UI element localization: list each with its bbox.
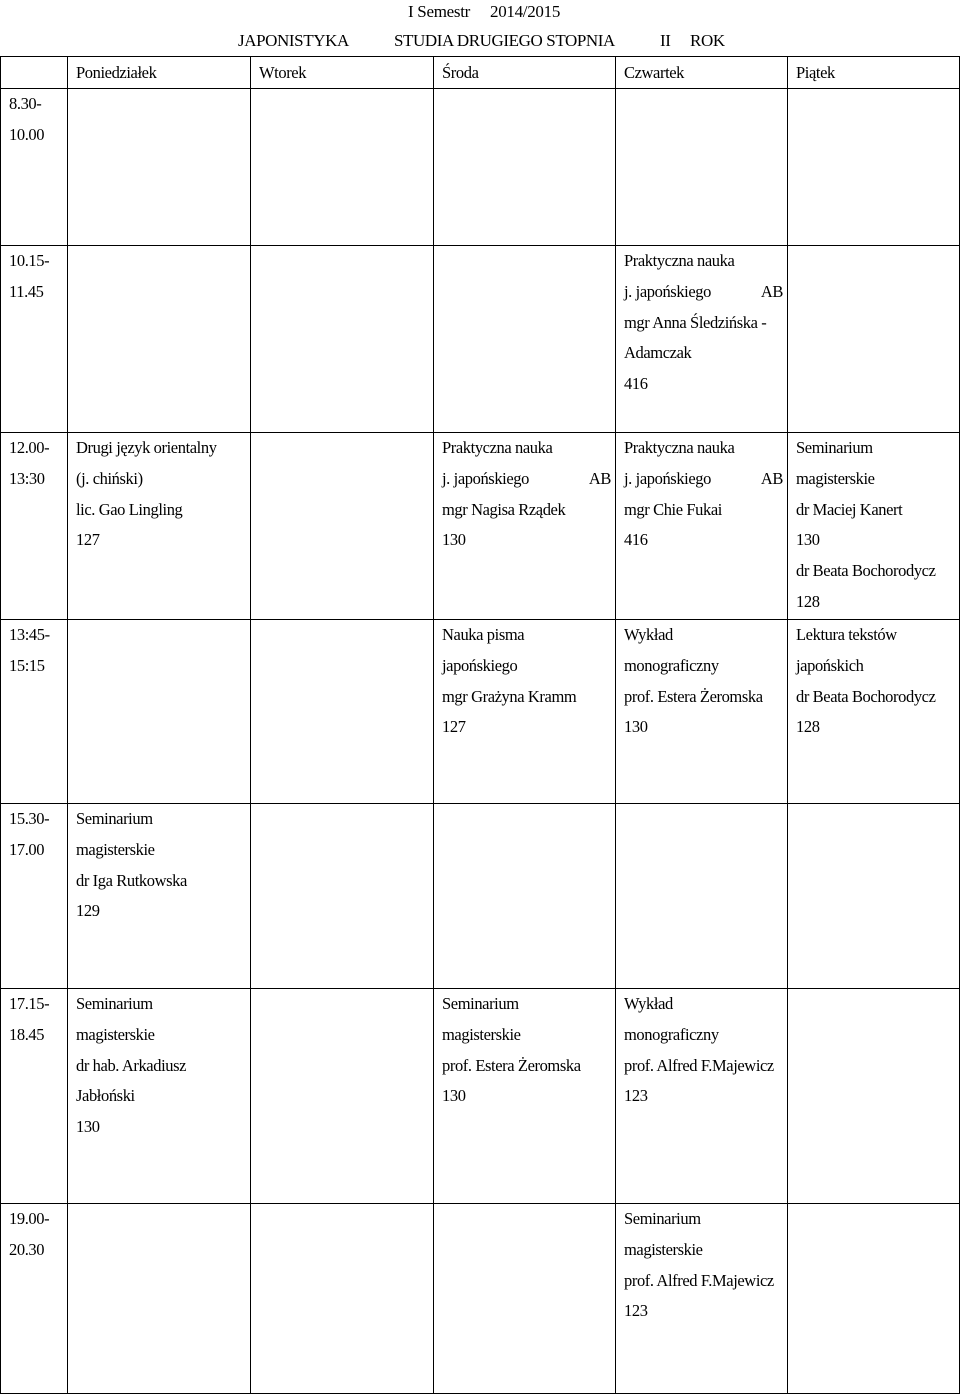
day-header: Środa (434, 57, 616, 89)
room: 128 (796, 717, 820, 737)
class-slot: Praktyczna nauka j. japońskiego AB mgr Nagisa Rządek 130 (434, 433, 616, 620)
time-row (1, 246, 960, 433)
course-name: Seminarium (796, 438, 873, 457)
room: 130 (442, 1086, 466, 1106)
teacher: lic. Gao Lingling (76, 499, 183, 519)
teacher: dr Iga Rutkowska (76, 870, 187, 890)
teacher: dr Beata Bochorodycz (796, 686, 936, 706)
room: 416 (624, 530, 648, 550)
class-slot: Seminarium magisterskie dr Maciej Kanert 130 dr Beata Bochorodycz 128 (788, 433, 960, 620)
course-name: Wykład (624, 994, 673, 1013)
time-cell: 15.30- 17.00 (1, 804, 68, 989)
day-header: Poniedziałek (68, 57, 251, 89)
time-row (1, 620, 960, 804)
course-name: Seminarium (76, 809, 153, 828)
time-row (1, 804, 960, 989)
teacher: dr Maciej Kanert (796, 499, 903, 519)
class-slot: Seminarium magisterskie dr hab. Arkadiusz Jabłoński 130 (68, 989, 251, 1204)
room: 128 (796, 591, 820, 611)
time-cell: 13:45- 15:15 (1, 620, 68, 804)
teacher: prof. Alfred F.Majewicz (624, 1055, 774, 1075)
course-name: Seminarium (624, 1209, 701, 1228)
group-label: AB (760, 281, 783, 301)
room: 130 (796, 530, 820, 550)
class-slot: Drugi język orientalny (j. chiński) lic. Gao Lingling 127 (68, 433, 251, 620)
teacher: mgr Anna Śledzińska - (624, 312, 767, 332)
header-semester-row (0, 0, 960, 27)
empty-slot (251, 433, 434, 620)
empty-slot (68, 1204, 251, 1394)
class-slot: Nauka pisma japońskiego mgr Grażyna Kramm 127 (434, 620, 616, 804)
course-name: Nauka pisma (442, 625, 525, 644)
empty-slot (434, 89, 616, 246)
course-name: Praktyczna nauka (624, 438, 735, 457)
academic-year: 2014/2015 (490, 2, 561, 21)
class-slot: Seminarium magisterskie prof. Estera Żeromska 130 (434, 989, 616, 1204)
time-cell: 10.15- 11.45 (1, 246, 68, 433)
empty-slot (788, 1204, 960, 1394)
teacher: prof. Estera Żeromska (442, 1055, 581, 1075)
teacher: mgr Chie Fukai (624, 499, 722, 519)
room: 130 (76, 1117, 100, 1137)
timetable (0, 56, 960, 1394)
class-slot: Wykład monograficzny prof. Alfred F.Majewicz 123 (616, 989, 788, 1204)
empty-slot (434, 1204, 616, 1394)
empty-slot (68, 246, 251, 433)
empty-slot (251, 1204, 434, 1394)
class-slot: Lektura tekstów japońskich dr Beata Bochorodycz 128 (788, 620, 960, 804)
day-header: Wtorek (251, 57, 434, 89)
empty-slot (788, 89, 960, 246)
teacher: dr Beata Bochorodycz (796, 561, 936, 581)
time-cell: 12.00- 13:30 (1, 433, 68, 620)
room: 129 (76, 901, 100, 921)
group-label: AB (760, 468, 783, 488)
course-name: Seminarium (442, 994, 519, 1013)
empty-slot (251, 620, 434, 804)
semester-label: I Semestr (408, 2, 470, 21)
empty-slot (788, 989, 960, 1204)
empty-slot (251, 89, 434, 246)
class-slot: Wykład monograficzny prof. Estera Żeromska 130 (616, 620, 788, 804)
class-slot: Seminarium magisterskie dr Iga Rutkowska 129 (68, 804, 251, 989)
time-row (1, 89, 960, 246)
course-name: Praktyczna nauka (442, 438, 553, 457)
field-of-study: JAPONISTYKA (238, 31, 349, 50)
empty-slot (788, 246, 960, 433)
empty-slot (616, 89, 788, 246)
room: 416 (624, 374, 648, 394)
empty-slot (251, 989, 434, 1204)
empty-slot (68, 89, 251, 246)
rok-label: ROK (690, 31, 725, 50)
time-row (1, 989, 960, 1204)
course-name: Wykład (624, 625, 673, 644)
empty-slot (251, 246, 434, 433)
time-cell: 17.15- 18.45 (1, 989, 68, 1204)
teacher: mgr Nagisa Rządek (442, 499, 566, 519)
room: 123 (624, 1301, 648, 1321)
header-program-row (0, 27, 960, 55)
teacher: prof. Estera Żeromska (624, 686, 763, 706)
class-slot: Praktyczna nauka j. japońskiego AB mgr Anna Śledzińska - Adamczak 416 (616, 246, 788, 433)
empty-slot (434, 804, 616, 989)
empty-slot (434, 246, 616, 433)
room: 130 (442, 530, 466, 550)
empty-slot (68, 620, 251, 804)
group-label: AB (588, 468, 611, 488)
course-name: Seminarium (76, 994, 153, 1013)
teacher: mgr Grażyna Kramm (442, 686, 577, 706)
class-slot: Praktyczna nauka j. japońskiego AB mgr Chie Fukai 416 (616, 433, 788, 620)
course-name: Drugi język orientalny (76, 438, 217, 457)
course-name: Praktyczna nauka (624, 251, 735, 270)
teacher: dr hab. Arkadiusz (76, 1055, 187, 1075)
time-cell: 19.00- 20.30 (1, 1204, 68, 1394)
room: 123 (624, 1086, 648, 1106)
empty-slot (788, 804, 960, 989)
course-name: Lektura tekstów (796, 625, 897, 644)
empty-slot (251, 804, 434, 989)
year-of-study: II (660, 31, 671, 50)
corner-cell (1, 57, 68, 89)
time-row (1, 433, 960, 620)
time-cell: 8.30- 10.00 (1, 89, 68, 246)
empty-slot (616, 804, 788, 989)
class-slot: Seminarium magisterskie prof. Alfred F.Majewicz 123 (616, 1204, 788, 1394)
teacher: prof. Alfred F.Majewicz (624, 1270, 774, 1290)
room: 130 (624, 717, 648, 737)
day-header: Piątek (788, 57, 960, 89)
time-row (1, 1204, 960, 1394)
study-program: STUDIA DRUGIEGO STOPNIA (394, 31, 615, 50)
days-row (1, 57, 960, 89)
room: 127 (442, 717, 466, 737)
day-header: Czwartek (616, 57, 788, 89)
room: 127 (76, 530, 100, 550)
